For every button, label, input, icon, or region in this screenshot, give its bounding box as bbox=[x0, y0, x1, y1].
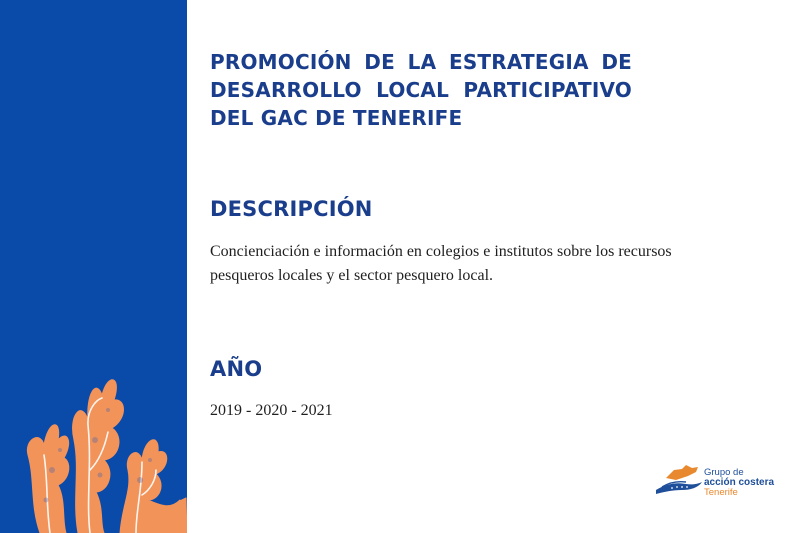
side-panel bbox=[0, 0, 187, 533]
logo-wordmark bbox=[704, 468, 774, 498]
logo-line-3: Tenerife bbox=[704, 487, 738, 498]
description-heading: DESCRIPCIÓN bbox=[210, 197, 373, 221]
logo-line-1: Grupo de bbox=[704, 467, 744, 478]
logo-line-2: acción costera bbox=[704, 477, 775, 488]
year-heading: AÑO bbox=[210, 357, 263, 381]
seaweed-illustration bbox=[0, 0, 187, 533]
description-text: Concienciación e información en colegios e institutos sobre los recursos pesqueros locales y el sector pesquero local. bbox=[210, 243, 672, 284]
year-text: 2019 - 2020 - 2021 bbox=[210, 402, 333, 419]
gac-tenerife-logo bbox=[652, 460, 787, 505]
island-wave-icon bbox=[652, 460, 704, 500]
page-title: PROMOCIÓN DE LA ESTRATEGIA DE DESARROLLO LOCAL PARTICIPATIVO DEL GAC DE TENERIFE bbox=[210, 50, 632, 130]
